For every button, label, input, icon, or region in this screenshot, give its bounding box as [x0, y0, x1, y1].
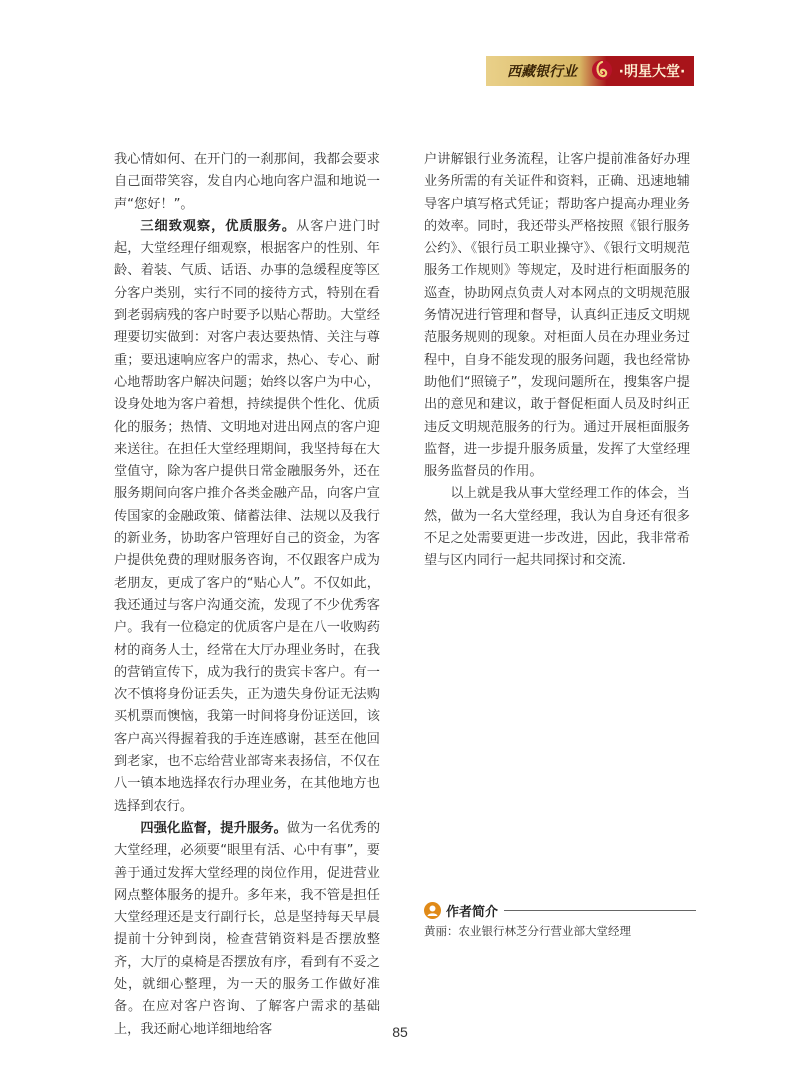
- divider: [504, 910, 696, 911]
- page-number: 85: [392, 1024, 408, 1040]
- paragraph: [114, 818, 380, 1041]
- paragraph: 户讲解银行业务流程，让客户提前准备好办理业务所需的有关证件和资料，正确、迅速地辅导客户填写格式凭证；帮助客户提高办理业务的效率。同时，我还带头严格按照《银行服务公约》、《银行员工职业操守》、《银行文明规范服务工作规则》等规定，及时进行柜面服务的巡查，协助网点负责人对本网点的文明规范服务情况进行管理和督导，认真纠正违反文明规范服务规则的现象。对柜面人员在办理业务过程中，自身不能发现的服务问题，我也经常协助他们“照镜子”，发现问题所在，搜集客户提出的意见和建议，敢于督促柜面人员及时纠正违反文明规范服务的行为。通过开展柜面服务监督，进一步提升服务质量，发挥了大堂经理服务监督员的作用。: [424, 152, 690, 480]
- paragraph: 以上就是我从事大堂经理工作的体会，当然，做为一名大堂经理，我认为自身还有很多不足之处需要更进一步改进，因此，我非常希望与区内同行一起共同探讨和交流.: [424, 486, 690, 569]
- author-title: 作者简介: [446, 905, 499, 920]
- section-title: ·明星大堂·: [618, 64, 686, 80]
- left-column: [114, 149, 380, 1041]
- section-heading: 四强化监督，提升服务。: [140, 820, 287, 836]
- paragraph-body: 从客户进门时起，大堂经理仔细观察，根据客户的性别、年龄、着装、气质、话语、办事的急缓程度等区分客户类别，实行不同的接待方式，特别在看到老弱病残的客户时要予以贴心帮助。大堂经理要切实做到：对客户表达要热情、关注与尊重；要迅速响应客户的需求，热心、专心、耐心地帮助客户解决问题；始终以客户为中心，设身处地为客户着想，持续提供个性化、优质化的服务；热情、文明地对进出网点的客户迎来送往。在担任大堂经理期间，我坚持每在大堂值守，除为客户提供日常金融服务外，还在服务期间向客户推介各类金融产品，向客户宣传国家的金融政策、储蓄法律、法规以及我行的新业务，协助客户管理好自己的资金，为客户提供免费的理财服务咨询，不仅跟客户成为老朋友，更成了客户的“贴心人”。不仅如此，我还通过与客户沟通交流，发现了不少优秀客户。我有一位稳定的优质客户是在八一收购药材的商务人士，经常在大厅办理业务时，在我的营销宣传下，成为我行的贵宾卡客户。有一次不慎将身份证丢失，正为遗失身份证无法购买机票而懊恼，我第一时间将身份证送回，该客户高兴得握着我的手连连感谢，甚至在他回到老家，也不忘给营业部寄来表扬信，不仅在八一镇本地选择农行办理业务，在其他地方也选择到农行。: [114, 218, 381, 814]
- right-column: [424, 149, 690, 573]
- paragraph-body: 做为一名优秀的大堂经理，必须要“眼里有活、心中有事”，要善于通过发挥大堂经理的岗位作用，促进营业网点整体服务的提升。多年来，我不管是担任大堂经理还是支行副行长，总是坚持每天早晨提前十分钟到岗，检查营销资料是否摆放整齐，大厅的桌椅是否摆放有序，看到有不妥之处，就细心整理，为一天的服务工作做好准备。在应对客户咨询、了解客户需求的基础上，我还耐心地详细地给客: [114, 820, 381, 1037]
- paragraph: [114, 216, 380, 818]
- author-bio: 黄丽：农业银行林芝分行营业部大堂经理: [424, 924, 631, 938]
- section-banner: [486, 56, 694, 86]
- person-icon: [424, 902, 441, 919]
- section-heading: 三细致观察，优质服务。: [140, 218, 297, 234]
- paragraph: 我心情如何、在开门的一刹那间，我都会要求自己面带笑容，发自内心地向客户温和地说一声“您好！”。: [114, 152, 380, 212]
- bank-logo-text: 西藏银行业: [507, 64, 577, 80]
- gold-swirl-icon: [590, 58, 614, 82]
